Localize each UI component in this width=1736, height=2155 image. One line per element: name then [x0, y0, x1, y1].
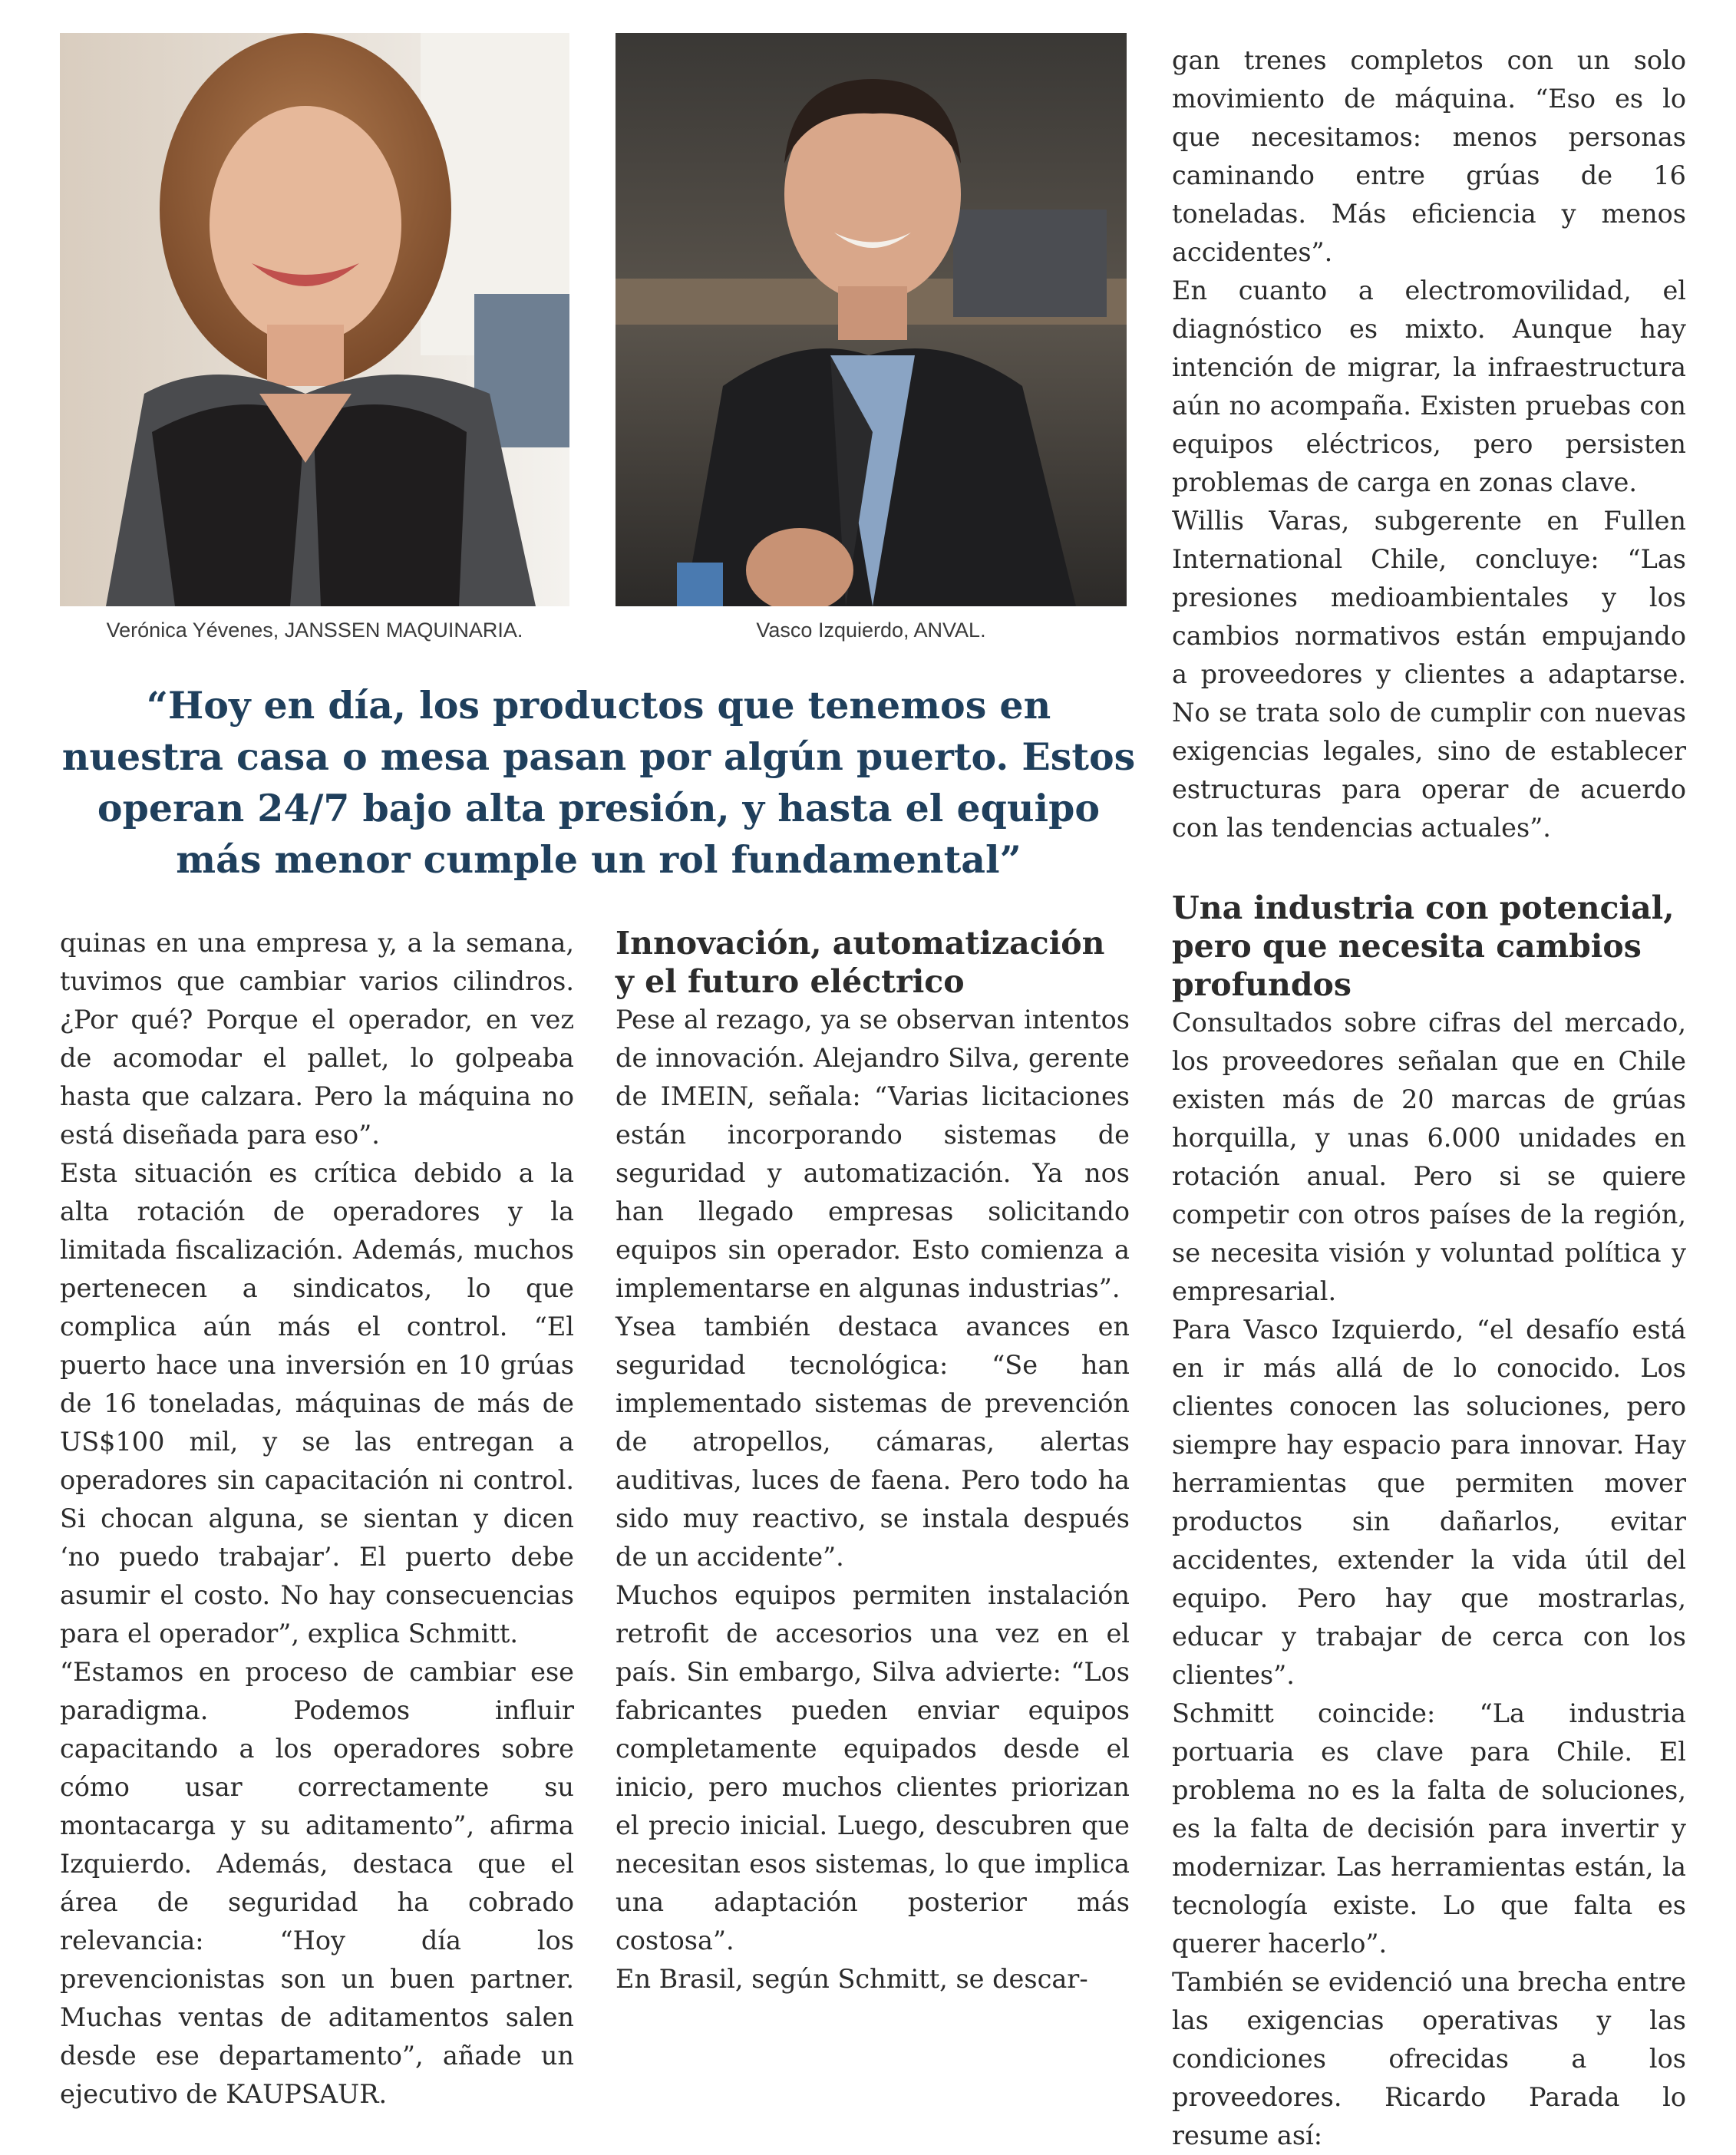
paragraph: Esta situación es crítica debido a la alta rotación de operadores y la limitada fiscalización. Además, muchos pertenecen a sindicatos, lo que complica aún más el control. “El puerto hace una inversión en 10 grúas de 16 toneladas, máquinas de más de US$100 mil, y se las entregan a operadores sin capacitación ni control. Si chocan alguna, se sientan y dicen ‘no puedo trabajar’. El puerto debe asumir el costo. No hay consecuencias para el operador”, explica Schmitt. [60, 1158, 574, 1648]
paragraph: quinas en una empresa y, a la semana, tuvimos que cambiar varios cilindros. ¿Por qué? Porque el operador, en vez de acomodar el pallet, lo golpeaba hasta que calzara. Pero la máquina no está diseñada para eso”. [60, 928, 574, 1150]
paragraph: Ysea también destaca avances en seguridad tecnológica: “Se han implementado sistemas de prevención de atropellos, cámaras, alertas auditivas, luces de faena. Pero todo ha sido muy reactivo, se instala después de un accidente”. [616, 1312, 1130, 1572]
photo-veronica-yevenes [60, 33, 569, 606]
section-heading: Innovación, automatización y el futuro eléctrico [616, 925, 1105, 1000]
paragraph: También se evidenció una brecha entre las exigencias operativas y las condiciones ofrecidas a los proveedores. Ricardo Parada lo resume así: [1172, 1967, 1686, 2150]
paragraph: En Brasil, según Schmitt, se descar- [616, 1964, 1088, 1994]
photo-vasco-izquierdo [616, 33, 1127, 606]
article-column-middle [616, 924, 1130, 1998]
paragraph: Schmitt coincide: “La industria portuaria es clave para Chile. El problema no es la falta de soluciones, es la falta de decisión para invertir y modernizar. Las herramientas están, la tecnología existe. Lo que falta es querer hacerlo”. [1172, 1698, 1686, 1959]
paragraph: Willis Varas, subgerente en Fullen International Chile, concluye: “Las presiones medioambientales y los cambios normativos están empujando a proveedores y clientes a adaptarse. No se trata solo de cumplir con nuevas exigencias legales, sino de establecer estructuras para operar de acuerdo con las tendencias actuales”. [1172, 506, 1686, 843]
paragraph: gan trenes completos con un solo movimiento de máquina. “Eso es lo que necesitamos: menos personas caminando entre grúas de 16 toneladas. Más eficiencia y menos accidentes”. [1172, 45, 1686, 267]
paragraph: En cuanto a electromovilidad, el diagnóstico es mixto. Aunque hay intención de migrar, la infraestructura aún no acompaña. Existen pruebas con equipos eléctricos, pero persisten problemas de carga en zonas clave. [1172, 276, 1686, 497]
section-heading: Una industria con potencial, pero que necesita cambios profundos [1172, 889, 1675, 1003]
paragraph: Muchos equipos permiten instalación retrofit de accesorios una vez en el país. Sin embargo, Silva advierte: “Los fabricantes pueden enviar equipos completamente equipados desde el inicio, pero muchos clientes priorizan el precio inicial. Luego, descubren que necesitan esos sistemas, lo que implica una adaptación posterior más costosa”. [616, 1580, 1130, 1955]
photo-caption-left: Verónica Yévenes, JANSSEN MAQUINARIA. [106, 619, 523, 642]
article-column-left [60, 924, 574, 2114]
paragraph: “Estamos en proceso de cambiar ese paradigma. Podemos influir capacitando a los operadores sobre cómo usar correctamente su montacarga y su aditamento”, afirma Izquierdo. Además, destaca que el área de seguridad ha cobrado relevancia: “Hoy día los prevencionistas son un buen partner. Muchas ventas de aditamentos salen desde ese departamento”, añade un ejecutivo de KAUPSAUR. [60, 1657, 574, 2109]
paragraph: Pese al rezago, ya se observan intentos de innovación. Alejandro Silva, gerente de IMEIN, señala: “Varias licitaciones están incorporando sistemas de seguridad y automatización. Ya nos han llegado empresas solicitando equipos sin operador. Esto comienza a implementarse en algunas industrias”. [616, 1005, 1130, 1303]
photo-caption-middle: Vasco Izquierdo, ANVAL. [756, 619, 986, 642]
paragraph: Consultados sobre cifras del mercado, los proveedores señalan que en Chile existen más de 20 marcas de grúas horquilla, y unas 6.000 unidades en rotación anual. Pero si se quiere competir con otros países de la región, se necesita visión y voluntad política y empresarial. [1172, 1008, 1686, 1306]
pull-quote: “Hoy en día, los productos que tenemos en nuestra casa o mesa pasan por algún puerto. Estos operan 24/7 bajo alta presión, y hasta el equipo más menor cumple un rol fundamental” [61, 683, 1136, 882]
section-spacer [1172, 847, 1686, 889]
paragraph: Para Vasco Izquierdo, “el desafío está en ir más allá de lo conocido. Los clientes conocen las soluciones, pero siempre hay espacio para innovar. Hay herramientas que permiten mover productos sin dañarlos, evitar accidentes, extender la vida útil del equipo. Pero hay que mostrarlas, educar y trabajar de cerca con los clientes”. [1172, 1315, 1686, 1690]
article-column-right [1172, 41, 1686, 2155]
